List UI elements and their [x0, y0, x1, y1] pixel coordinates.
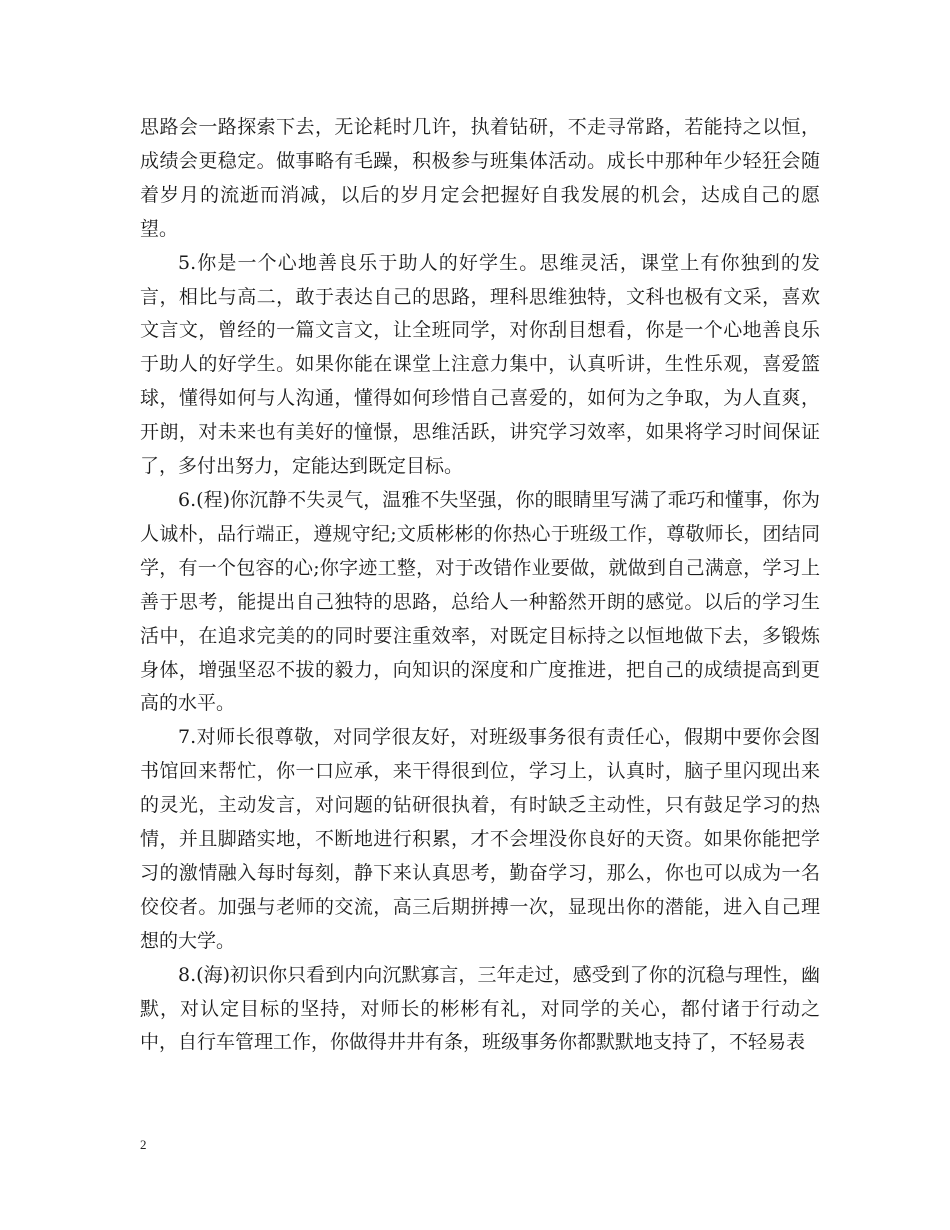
paragraph-comment-8: 8.(海)初识你只看到内向沉默寡言，三年走过，感受到了你的沉稳与理性，幽默，对认定目标的坚持，对师长的彬彬有礼，对同学的关心，都付诸于行动之中，自行车管理工作，你做得井井有条，班级事务你都默默地支持了，不轻易表: [140, 963, 820, 1054]
paragraph-comment-6: 6.(程)你沉静不失灵气，温雅不失坚强，你的眼睛里写满了乖巧和懂事，你为人诚朴，品行端正，遵规守纪;文质彬彬的你热心于班级工作，尊敬师长，团结同学，有一个包容的心;你字迹工整，对于改错作业要做，就做到自己满意，学习上善于思考，能提出自己独特的思路，总给人一种豁然开朗的感觉。以后的学习生活中，在追求完美的的同时要注重效率，对既定目标持之以恒地做下去，多锻炼身体，增强坚忍不拔的毅力，向知识的深度和广度推进，把自己的成绩提高到更高的水平。: [140, 488, 820, 715]
page-number: 2: [140, 1137, 147, 1152]
paragraph-continuation: 思路会一路探索下去，无论耗时几许，执着钻研，不走寻常路，若能持之以恒，成绩会更稳定。做事略有毛躁，积极参与班集体活动。成长中那种年少轻狂会随着岁月的流逝而消减，以后的岁月定会把握好自我发展的机会，达成自己的愿望。: [140, 116, 820, 240]
paragraph-comment-7: 7.对师长很尊敬，对同学很友好，对班级事务很有责任心，假期中要你会图书馆回来帮忙，你一口应承，来干得很到位，学习上，认真时，脑子里闪现出来的灵光，主动发言，对问题的钻研很执着，有时缺乏主动性，只有鼓足学习的热情，并且脚踏实地，不断地进行积累，才不会埋没你良好的天资。如果你能把学习的激情融入每时每刻，静下来认真思考，勤奋学习，那么，你也可以成为一名佼佼者。加强与老师的交流，高三后期拼搏一次，显现出你的潜能，进入自己理想的大学。: [140, 726, 820, 952]
paragraph-comment-5: 5.你是一个心地善良乐于助人的好学生。思维灵活，课堂上有你独到的发言，相比与高二，敢于表达自己的思路，理科思维独特，文科也极有文采，喜欢文言文，曾经的一篇文言文，让全班同学，对你刮目想看，你是一个心地善良乐于助人的好学生。如果你能在课堂上注意力集中，认真听讲，生性乐观，喜爱篮球，懂得如何与人沟通，懂得如何珍惜自己喜爱的，如何为之争取，为人直爽，开朗，对未来也有美好的憧憬，思维活跃，讲究学习效率，如果将学习时间保证了，多付出努力，定能达到既定目标。: [140, 251, 820, 478]
document-body: [140, 111, 820, 1060]
